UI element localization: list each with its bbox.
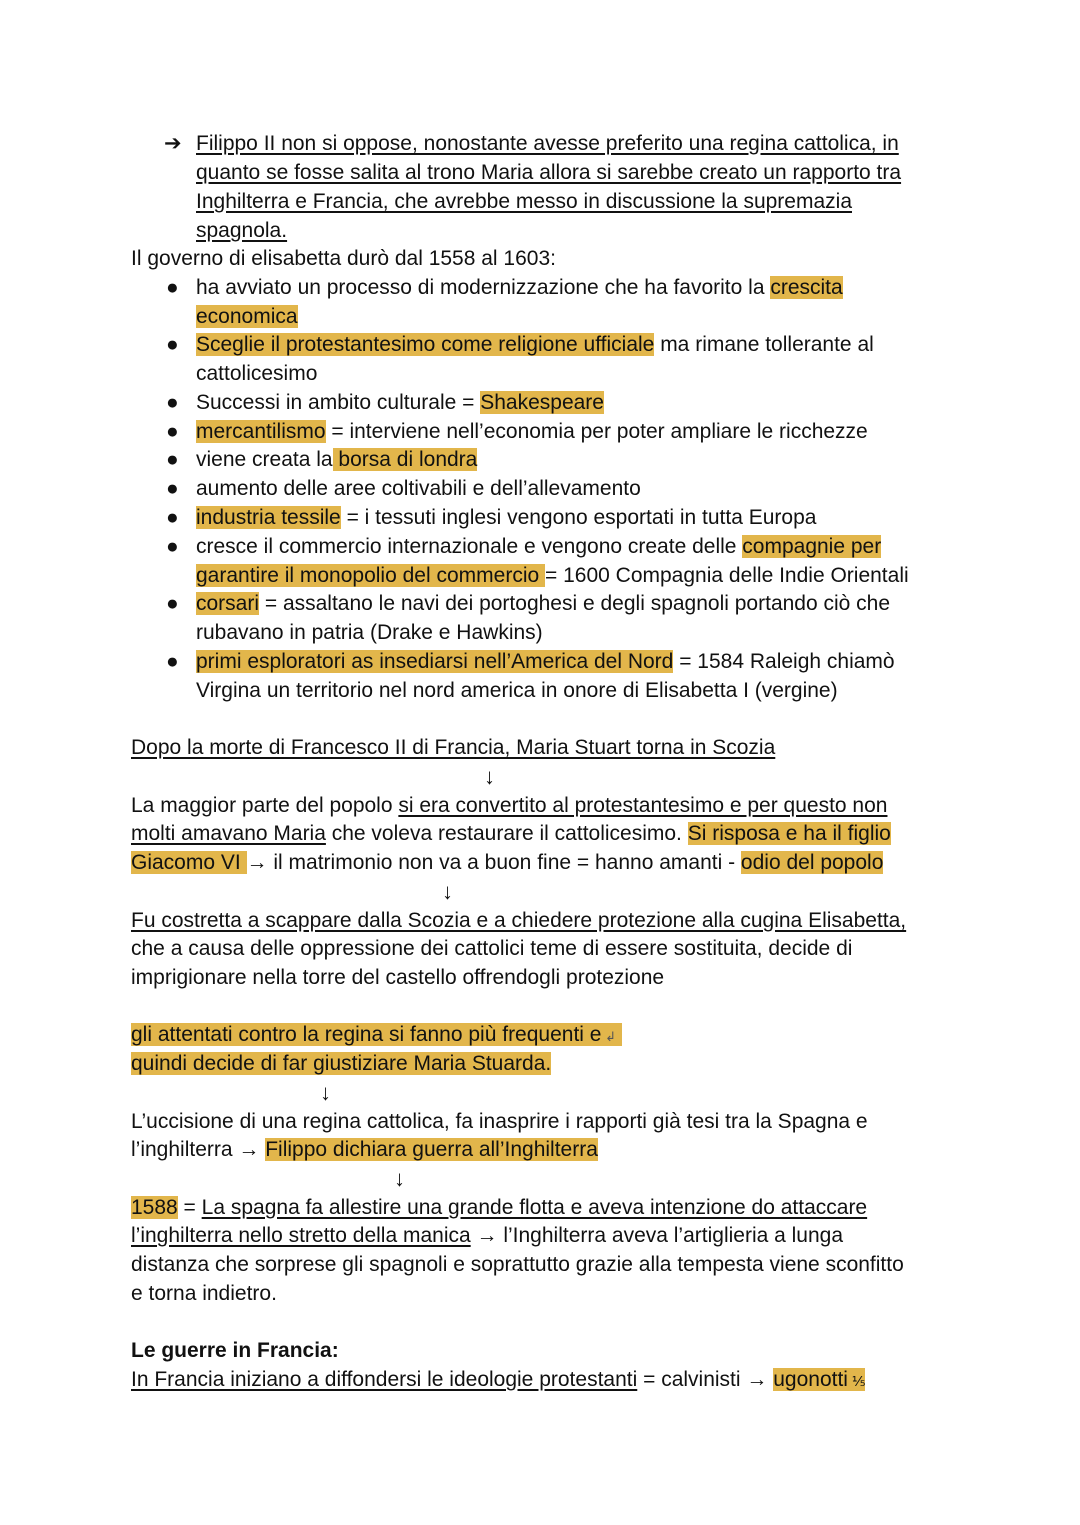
list-item-cont: Virgina un territorio nel nord america in onore di Elisabetta I (vergine) [196,679,838,702]
text: Successi in ambito culturale = [196,391,481,414]
text: = calvinisti → [637,1368,774,1391]
paragraph-line [131,1135,598,1164]
bullet-icon: ● [166,592,179,615]
text-line: Filippo II non si oppose, nonostante avesse preferito una regina cattolica, in [196,132,899,155]
text: cresce il commercio internazionale e vengono create delle [196,535,743,558]
list-item-cont [196,302,298,331]
section-intro: Il governo di elisabetta durò dal 1558 al 1603: [131,247,556,270]
list-item [196,445,477,474]
text: = interviene nell’economia per poter ampliare le ricchezze [325,420,868,443]
bullet-icon: ● [166,391,179,414]
paragraph-line: L’uccisione di una regina cattolica, fa inasprire i rapporti già tesi tra la Spagna e [131,1110,868,1133]
text: gli attentati contro la regina si fanno più frequenti e [131,1023,602,1046]
highlight: borsa di londra [332,448,478,471]
list-item-cont [196,561,909,590]
text-line: Inghilterra e Francia, che avrebbe messo in discussione la supremazia [196,190,852,213]
highlight: odio del popolo [740,851,884,874]
text: ma rimane tollerante al [654,333,874,356]
bullet-icon: ● [166,448,179,471]
text: = assaltano le navi dei portoghesi e degli spagnoli portando ciò che [259,592,891,615]
list-item [196,503,816,532]
text: = 1600 Compagnia delle Indie Orientali [545,564,909,587]
list-item [196,273,843,302]
highlight [131,1023,622,1046]
down-arrow-icon: ↓ [484,764,495,789]
paragraph-line: Fu costretta a scappare dalla Scozia e a chiedere protezione alla cugina Elisabetta, [131,909,907,932]
text: → l’Inghilterra aveva l’artiglieria a lunga [470,1224,844,1247]
underlined-text: In Francia iniziano a diffondersi le ideologie protestanti [131,1368,638,1391]
list-item [196,647,895,676]
highlight: industria tessile [196,506,341,529]
paragraph-line: e torna indietro. [131,1282,277,1305]
arrow-bullet-icon: ➔ [164,132,182,155]
highlight: Sceglie il protestantesimo come religione ufficiale [196,333,655,356]
text: → il matrimonio non va a buon fine = hanno amanti - [246,851,741,874]
list-item [196,532,881,561]
text: = [177,1196,202,1219]
underlined-text: si era convertito al protestantesimo e per questo non [398,794,888,817]
text: = i tessuti inglesi vengono esportati in tutta Europa [340,506,817,529]
line-break-icon: ↲ [601,1029,616,1044]
paragraph-line [131,1193,867,1222]
list-item [196,417,868,446]
text-line: quanto se fosse salita al trono Maria allora si sarebbe creato un rapporto tra [196,161,902,184]
list-item [196,589,890,618]
text: l’inghilterra → [131,1138,266,1161]
highlight: 1588 [131,1196,178,1219]
highlight: compagnie per [742,535,882,558]
paragraph-line [131,1221,843,1250]
bullet-icon: ● [166,650,179,673]
bullet-icon: ● [166,535,179,558]
bullet-icon: ● [166,333,179,356]
paragraph-line [131,1365,865,1396]
text: = 1584 Raleigh chiamò [673,650,895,673]
list-item: aumento delle aree coltivabili e dell’allevamento [196,477,641,500]
underlined-text: La spagna fa allestire una grande flotta e aveva intenzione do attaccare [201,1196,868,1219]
text: La maggior parte del popolo [131,794,399,817]
paragraph-line: imprigionare nella torre del castello offrendogli protezione [131,966,665,989]
highlight: Shakespeare [480,391,604,414]
underlined-text: l’inghilterra nello stretto della manica [131,1224,471,1247]
paragraph-line [131,1020,622,1051]
down-arrow-icon: ↓ [394,1166,405,1191]
list-item [196,388,604,417]
text-line: spagnola. [196,219,288,242]
text: viene creata la [196,448,333,471]
highlight: economica [196,305,298,328]
list-item-cont: rubavano in patria (Drake e Hawkins) [196,621,543,644]
underlined-text: molti amavano Maria [131,822,326,845]
paragraph-line: distanza che sorprese gli spagnoli e soprattutto grazie alla tempesta viene sconfitto [131,1253,904,1276]
down-arrow-icon: ↓ [442,879,453,904]
bullet-icon: ● [166,506,179,529]
bullet-icon: ● [166,477,179,500]
list-item-cont: cattolicesimo [196,362,318,385]
text: ugonotti [773,1368,848,1391]
paragraph-line [131,819,891,848]
bullet-icon: ● [166,420,179,443]
highlight: mercantilismo [196,420,326,443]
paragraph-line [131,791,887,820]
paragraph-line [131,848,883,877]
paragraph-line: che a causa delle oppressione dei cattolici teme di essere sostituita, decide di [131,937,853,960]
footnote-mark: ⅕ [847,1373,866,1389]
highlight: quindi decide di far giustiziare Maria Stuarda. [131,1052,552,1075]
list-item [196,330,874,359]
text: che voleva restaurare il cattolicesimo. [325,822,688,845]
highlight: garantire il monopolio del commercio [196,564,545,587]
highlight: primi esploratori as insediarsi nell’America del Nord [196,650,674,673]
highlight: Si risposa e ha il figlio [687,822,891,845]
paragraph-line: Dopo la morte di Francesco II di Francia, Maria Stuart torna in Scozia [131,736,776,759]
highlight: corsari [196,592,260,615]
highlight [773,1368,865,1391]
down-arrow-icon: ↓ [320,1080,331,1105]
paragraph-line [131,1049,551,1078]
bullet-icon: ● [166,276,179,299]
text: ha avviato un processo di modernizzazione che ha favorito la [196,276,771,299]
highlight: crescita [770,276,843,299]
highlight: Giacomo VI [131,851,247,874]
section-heading: Le guerre in Francia: [131,1339,339,1362]
highlight: Filippo dichiara guerra all’Inghilterra [265,1138,598,1161]
